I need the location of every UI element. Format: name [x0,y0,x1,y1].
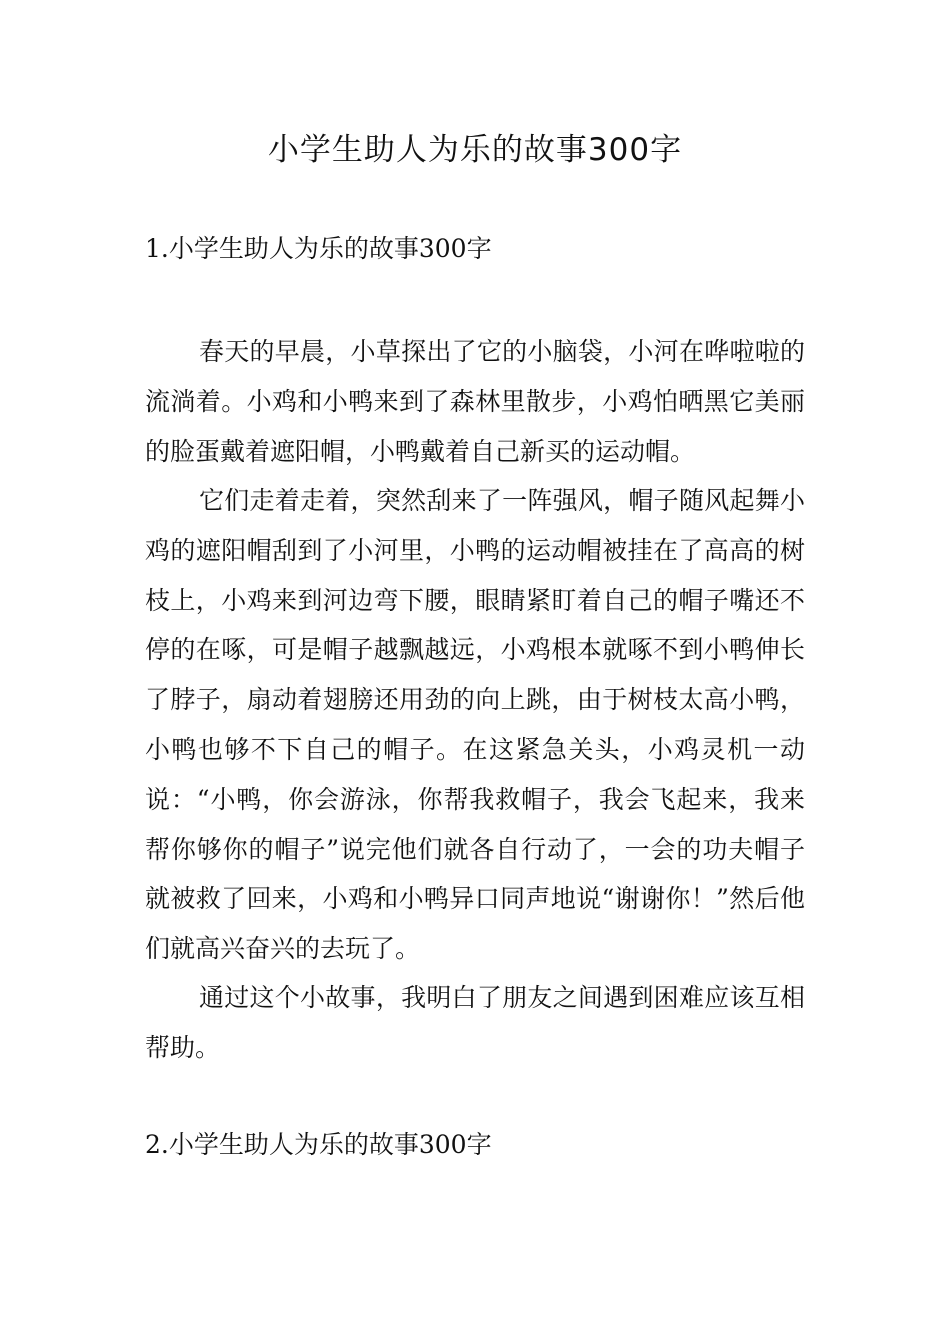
paragraph-2: 它们走着走着，突然刮来了一阵强风，帽子随风起舞小鸡的遮阳帽刮到了小河里，小鸭的运动帽被挂在了高高的树枝上，小鸡来到河边弯下腰，眼睛紧盯着自己的帽子嘴还不停的在啄，可是帽子越飘越远，小鸡根本就啄不到小鸭伸长了脖子，扇动着翅膀还用劲的向上跳，由于树枝太高小鸭，小鸭也够不下自己的帽子。在这紧急关头，小鸡灵机一动说：“小鸭，你会游泳，你帮我救帽子，我会飞起来，我来帮你够你的帽子”说完他们就各自行动了，一会的功夫帽子就被救了回来，小鸡和小鸭异口同声地说“谢谢你！”然后他们就高兴奋兴的去玩了。 [145,486,805,964]
document-title: 小学生助人为乐的故事300字 [267,132,683,168]
section-heading-2: 2.小学生助人为乐的故事300字 [145,1130,492,1159]
paragraph-3: 通过这个小故事，我明白了朋友之间遇到困难应该互相帮助。 [145,983,805,1062]
paragraph-1: 春天的早晨，小草探出了它的小脑袋，小河在哗啦啦的流淌着。小鸡和小鸭来到了森林里散步，小鸡怕晒黑它美丽的脸蛋戴着遮阳帽，小鸭戴着自己新买的运动帽。 [145,337,805,466]
section-heading-1: 1.小学生助人为乐的故事300字 [145,234,492,263]
